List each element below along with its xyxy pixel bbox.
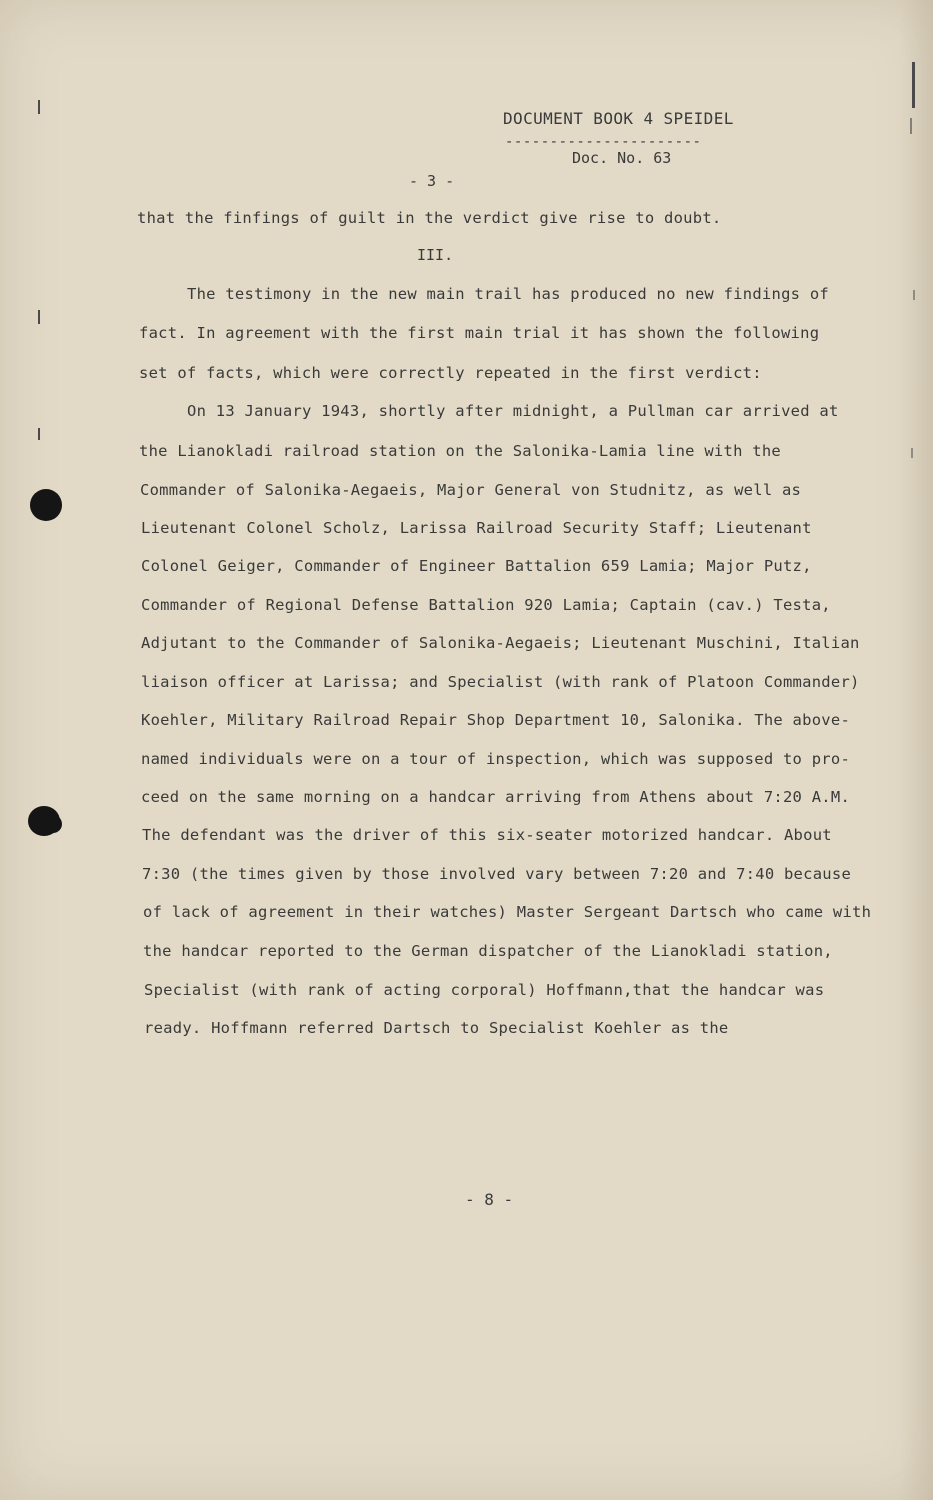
scan-mark-right-2	[910, 118, 912, 134]
text-line: 7:30 (the times given by those involved vary between 7:20 and 7:40 because	[142, 865, 852, 883]
text-line: ready. Hoffmann referred Dartsch to Specialist Koehler as the	[144, 1019, 729, 1037]
text-line: Specialist (with rank of acting corporal) Hoffmann,that the handcar was	[144, 981, 825, 999]
text-line: On 13 January 1943, shortly after midnight, a Pullman car arrived at	[187, 402, 839, 420]
text-line: Lieutenant Colonel Scholz, Larissa Railroad Security Staff; Lieutenant	[141, 519, 812, 537]
text-line: Colonel Geiger, Commander of Engineer Battalion 659 Lamia; Major Putz,	[141, 557, 812, 575]
header-underline: ----------------------	[505, 134, 702, 150]
text-line: liaison officer at Larissa; and Specialist (with rank of Platoon Commander)	[141, 673, 860, 691]
text-line: of lack of agreement in their watches) Master Sergeant Dartsch who came with	[143, 903, 872, 921]
text-line: fact. In agreement with the first main trial it has shown the following	[139, 324, 820, 342]
text-line: that the finfings of guilt in the verdict give rise to doubt.	[137, 209, 722, 227]
page-edge-shadow	[899, 0, 933, 1500]
scan-mark-right-1	[912, 62, 915, 108]
text-line: Koehler, Military Railroad Repair Shop Department 10, Salonika. The above-	[141, 711, 851, 729]
scan-mark-right-3	[913, 290, 915, 300]
text-line: ceed on the same morning on a handcar arriving from Athens about 7:20 A.M.	[141, 788, 851, 806]
scan-mark-left-2	[38, 310, 40, 324]
document-book-title: DOCUMENT BOOK 4 SPEIDEL	[503, 109, 734, 128]
scan-mark-right-4	[911, 448, 913, 458]
scan-mark-left-3	[38, 428, 40, 440]
original-page-marker: - 3 -	[409, 172, 455, 190]
punch-hole-lower-tab	[44, 815, 62, 833]
punch-hole-upper	[30, 489, 62, 521]
scan-mark-left-1	[38, 100, 40, 114]
page-number: - 8 -	[465, 1190, 514, 1209]
document-number: Doc. No. 63	[572, 149, 672, 167]
text-line: The defendant was the driver of this six-seater motorized handcar. About	[142, 826, 832, 844]
text-line: the Lianokladi railroad station on the Salonika-Lamia line with the	[139, 442, 781, 460]
text-line: Commander of Salonika-Aegaeis, Major General von Studnitz, as well as	[140, 481, 802, 499]
text-line: Commander of Regional Defense Battalion 920 Lamia; Captain (cav.) Testa,	[141, 596, 831, 614]
text-line: set of facts, which were correctly repeated in the first verdict:	[139, 364, 762, 382]
text-line: The testimony in the new main trail has produced no new findings of	[187, 285, 829, 303]
text-line: named individuals were on a tour of inspection, which was supposed to pro-	[141, 750, 851, 768]
text-line: the handcar reported to the German dispatcher of the Lianokladi station,	[143, 942, 833, 960]
section-heading: III.	[417, 246, 454, 264]
text-line: Adjutant to the Commander of Salonika-Aegaeis; Lieutenant Muschini, Italian	[141, 634, 860, 652]
